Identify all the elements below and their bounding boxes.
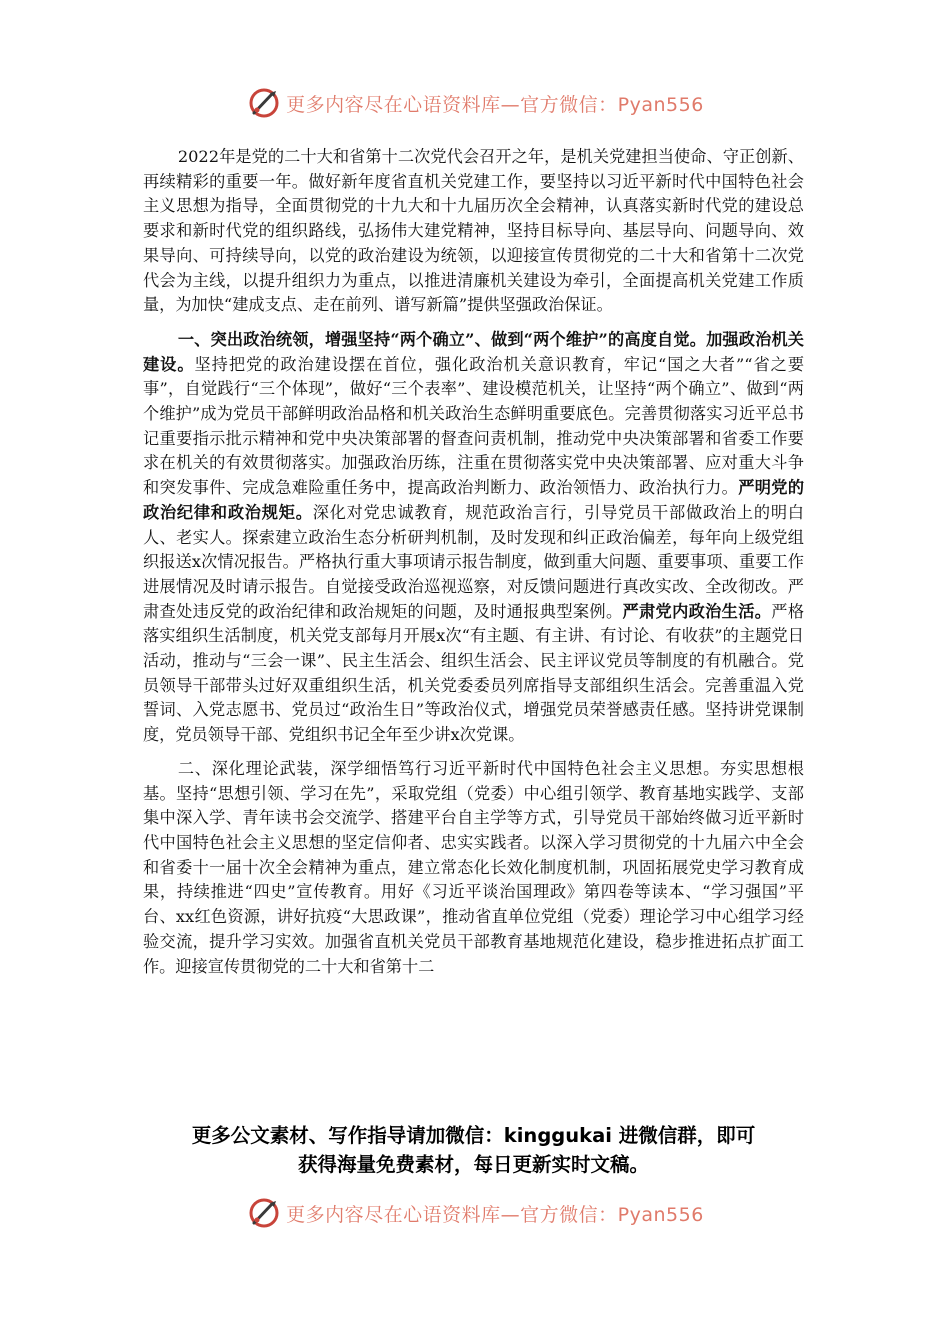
promo-notice xyxy=(143,1121,804,1179)
text-run: 严格落实组织生活制度，机关党支部每月开展x次“有主题、有主讲、有讨论、有收获”的主题党日活动，推动与“三会一课”、民主生活会、组织生活会、民主评议党员等制度的有机融合。党员领导干部带头过好双重组织生活，机关党委委员列席指导支部组织生活会。完善重温入党誓词、入党志愿书、党员过“政治生日”等政治仪式，增强党员荣誉感责任感。坚持讲党课制度，党员领导干部、党组织书记全年至少讲x次党课。 xyxy=(143,601,805,745)
section-heading: 一、突出政治统领，增强坚持“两个确立”、做到“两个维护”的高度自觉。加强政治机关建设。 xyxy=(143,329,804,374)
subsection-heading: 严明党的政治纪律和政治规矩。 xyxy=(143,478,805,522)
paragraph-section-two xyxy=(143,757,804,979)
document-body xyxy=(143,145,804,979)
subsection-heading: 严肃党内政治生活。 xyxy=(622,601,772,621)
brush-logo-icon xyxy=(246,1195,282,1231)
promo-line-2: 获得海量免费素材，每日更新实时文稿。 xyxy=(297,1153,649,1176)
watermark-text: 更多内容尽在心语资料库—官方微信：Pyan556 xyxy=(286,1203,704,1226)
paragraph-intro xyxy=(143,145,804,318)
text-run: 2022年是党的二十大和省第十二次党代会召开之年，是机关党建担当使命、守正创新、再续精彩的重要一年。做好新年度省直机关党建工作，要坚持以习近平新时代中国特色社会主义思想为指导，全面贯彻党的十九大和十九届历次全会精神，认真落实新时代党的建设总要求和新时代党的组织路线，弘扬伟大建党精神，坚持目标导向、基层导向、问题导向、效果导向、可持续导向，以党的政治建设为统领，以迎接宣传贯彻党的二十大和省第十二次党代会为主线，以提升组织力为重点，以推进清廉机关建设为牵引，全面提高机关党建工作质量，为加快“建成支点、走在前列、谱写新篇”提供坚强政治保证。 xyxy=(143,147,804,315)
text-run: 二、深化理论武装，深学细悟笃行习近平新时代中国特色社会主义思想。夯实思想根基。坚持“思想引领、学习在先”，采取党组（党委）中心组引领学、教育基地实践学、支部集中深入学、青年读书会交流学、搭建平台自主学等方式，引导党员干部始终做习近平新时代中国特色社会主义思想的坚定信仰者、忠实实践者。以深入学习贯彻党的十九届六中全会和省委十一届十次全会精神为重点，建立常态化长效化制度机制，巩固拓展党史学习教育成果，持续推进“四史”宣传教育。用好《习近平谈治国理政》第四卷等读本、“学习强国”平台、xx红色资源，讲好抗疫“大思政课”，推动省直单位党组（党委）理论学习中心组学习经验交流，提升学习实效。加强省直机关党员干部教育基地规范化建设，稳步推进拓点扩面工作。迎接宣传贯彻党的二十大和省第十二 xyxy=(143,758,804,976)
text-run: 坚持把党的政治建设摆在首位，强化政治机关意识教育，牢记“国之大者”“省之要事”，自觉践行“三个体现”，做好“三个表率”、建设模范机关，让坚持“两个确立”、做到“两个维护”成为党员干部鲜明政治品格和机关政治生态鲜明重要底色。完善贯彻落实习近平总书记重要指示批示精神和党中央决策部署的督查问责机制，推动党中央决策部署和省委工作要求在机关的有效贯彻落实。加强政治历练，注重在贯彻落实党中央决策部署、应对重大斗争和突发事件、完成急难险重任务中，提高政治判断力、政治领悟力、政治执行力。 xyxy=(143,354,805,498)
watermark-banner-bottom xyxy=(0,1193,950,1233)
watermark-banner-top xyxy=(0,83,950,123)
brush-logo-icon xyxy=(246,85,282,121)
watermark-text: 更多内容尽在心语资料库—官方微信：Pyan556 xyxy=(286,93,704,116)
text-run: 深化对党忠诚教育，规范政治言行，引导党员干部做政治上的明白人、老实人。探索建立政治生态分析研判机制，及时发现和纠正政治偏差，每年向上级党组织报送x次情况报告。严格执行重大事项请示报告制度，做到重大问题、重要事项、重要工作进展情况及时请示报告。自觉接受政治巡视巡察，对反馈问题进行真改实改、全改彻改。严肃查处违反党的政治纪律和政治规矩的问题，及时通报典型案例。 xyxy=(143,502,804,621)
promo-line-1: 更多公文素材、写作指导请加微信：kinggukai 进微信群，即可 xyxy=(191,1124,756,1147)
paragraph-section-one xyxy=(143,328,804,748)
